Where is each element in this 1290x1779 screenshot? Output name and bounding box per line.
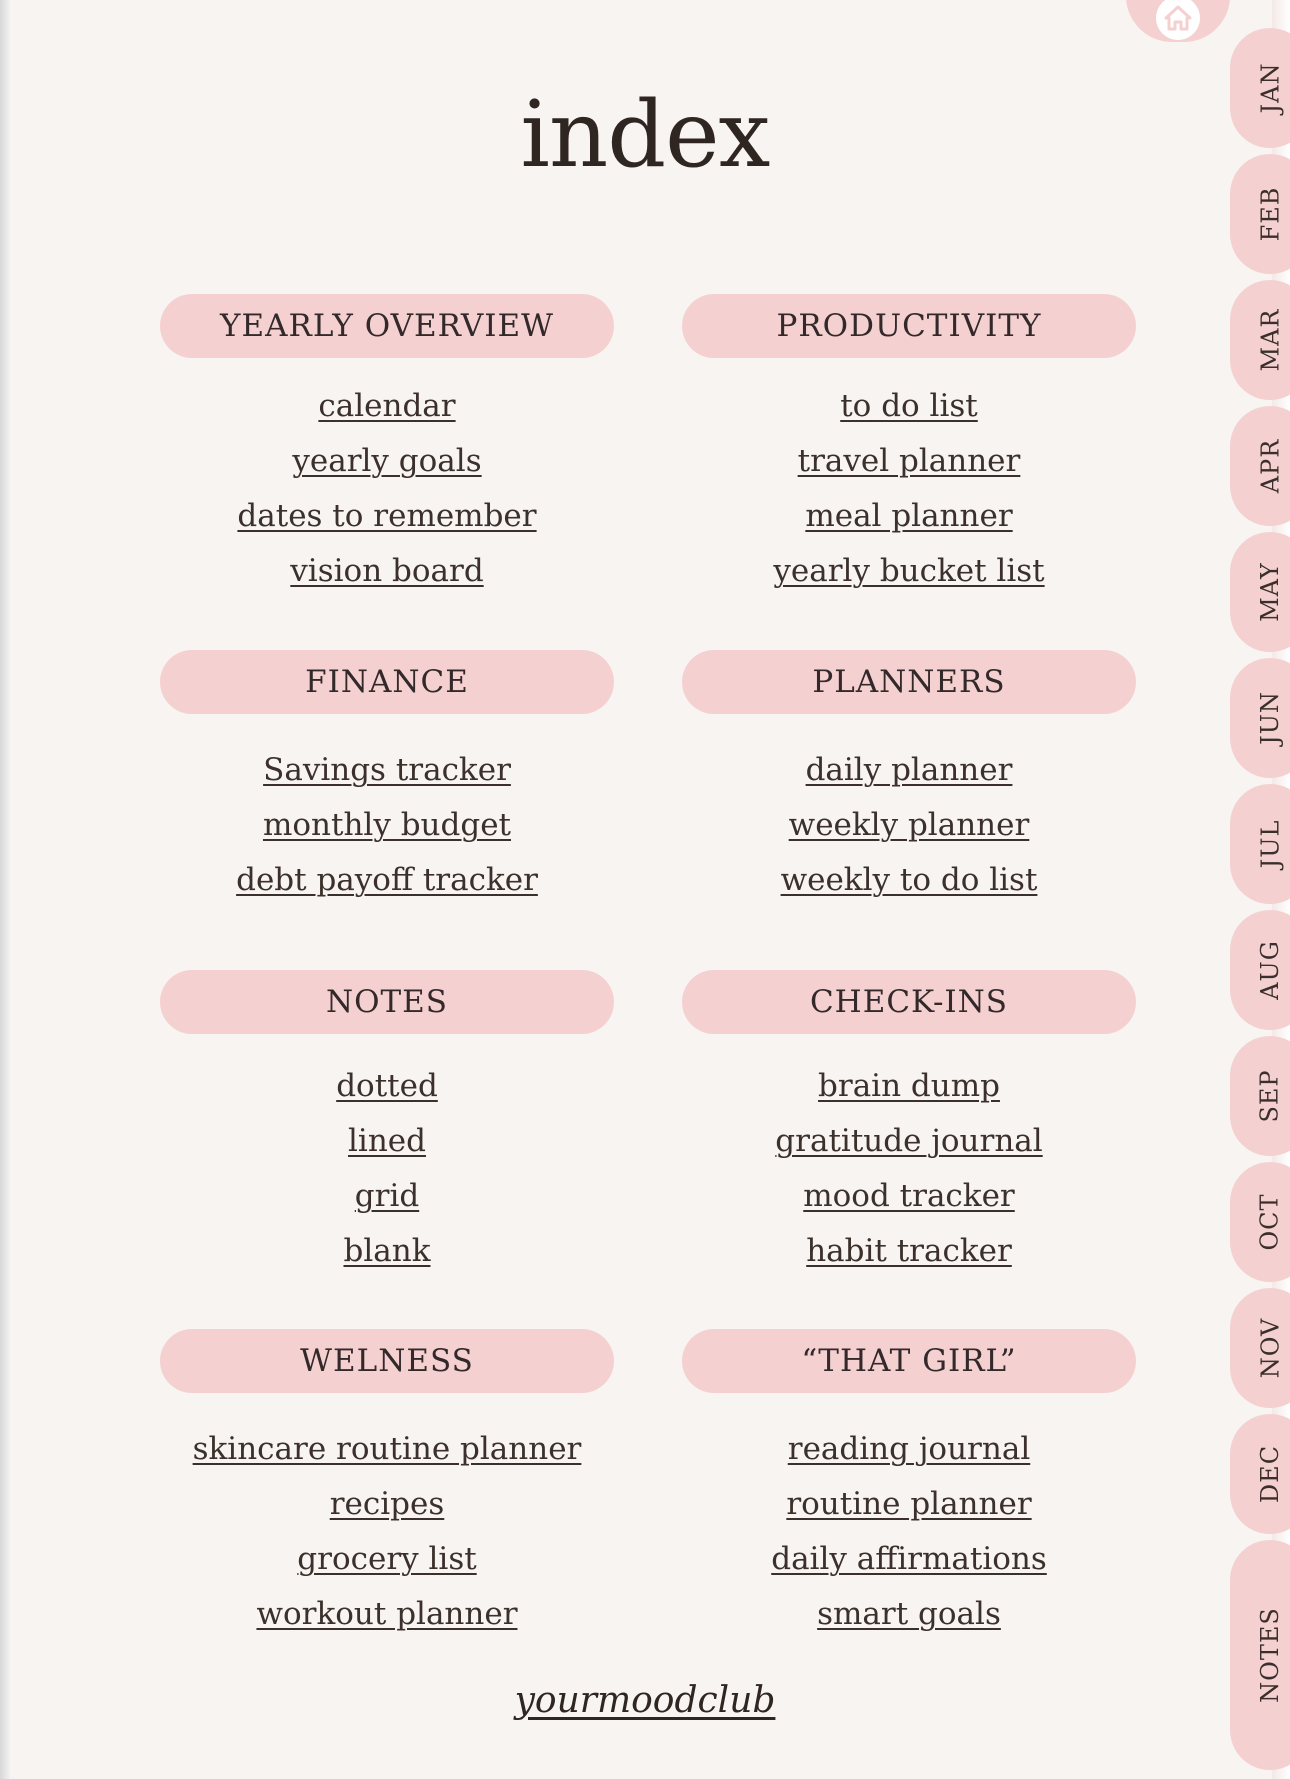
link-routine-planner[interactable]: routine planner	[786, 1486, 1032, 1522]
section-heading-notes: NOTES	[160, 970, 614, 1034]
link-blank[interactable]: blank	[343, 1233, 431, 1269]
link-lined[interactable]: lined	[348, 1123, 426, 1159]
link-recipes[interactable]: recipes	[329, 1486, 445, 1522]
link-debt-payoff-tracker[interactable]: debt payoff tracker	[236, 862, 538, 898]
tab-may[interactable]	[1230, 532, 1290, 652]
link-skincare-routine-planner[interactable]: skincare routine planner	[192, 1431, 582, 1467]
link-smart-goals[interactable]: smart goals	[817, 1596, 1001, 1632]
link-workout-planner[interactable]: workout planner	[256, 1596, 518, 1632]
section-heading-welness: WELNESS	[160, 1329, 614, 1393]
section-links-notes	[160, 1059, 614, 1279]
link-vision-board[interactable]: vision board	[290, 553, 484, 589]
link-grid[interactable]: grid	[354, 1178, 420, 1214]
tab-label: AUG	[1255, 940, 1284, 1000]
link-dotted[interactable]: dotted	[336, 1068, 438, 1104]
section-links-welness	[160, 1422, 614, 1642]
tab-nov[interactable]	[1230, 1288, 1290, 1408]
tab-mar[interactable]	[1230, 280, 1290, 400]
link-brain-dump[interactable]: brain dump	[818, 1068, 1000, 1104]
link-weekly-planner[interactable]: weekly planner	[788, 807, 1030, 843]
section-heading-yearly-overview: YEARLY OVERVIEW	[160, 294, 614, 358]
section-heading-planners: PLANNERS	[682, 650, 1136, 714]
link-savings-tracker[interactable]: Savings tracker	[263, 752, 511, 788]
page-left-edge	[0, 0, 10, 1779]
link-weekly-to-do-list[interactable]: weekly to do list	[780, 862, 1038, 898]
link-mood-tracker[interactable]: mood tracker	[803, 1178, 1015, 1214]
tab-label: MAY	[1256, 562, 1284, 622]
tab-dec[interactable]	[1230, 1414, 1290, 1534]
link-travel-planner[interactable]: travel planner	[797, 443, 1021, 479]
section-links-check-ins	[682, 1059, 1136, 1279]
tab-label: OCT	[1255, 1193, 1284, 1251]
tab-apr[interactable]	[1230, 406, 1290, 526]
tab-label: NOTES	[1256, 1607, 1284, 1703]
section-heading-check-ins: CHECK-INS	[682, 970, 1136, 1034]
section-links-planners	[682, 743, 1136, 908]
tab-label: FEB	[1256, 186, 1284, 242]
tab-notes[interactable]	[1230, 1540, 1290, 1770]
link-meal-planner[interactable]: meal planner	[805, 498, 1013, 534]
link-calendar[interactable]: calendar	[318, 388, 456, 424]
tab-label: MAR	[1255, 308, 1284, 372]
link-daily-planner[interactable]: daily planner	[805, 752, 1013, 788]
link-grocery-list[interactable]: grocery list	[297, 1541, 477, 1577]
link-reading-journal[interactable]: reading journal	[787, 1431, 1031, 1467]
tab-jun[interactable]	[1230, 658, 1290, 778]
tab-aug[interactable]	[1230, 910, 1290, 1030]
tab-label: JAN	[1255, 62, 1284, 114]
section-links-that-girl	[682, 1422, 1136, 1642]
link-monthly-budget[interactable]: monthly budget	[262, 807, 512, 843]
tab-label: JUN	[1255, 691, 1284, 745]
section-heading-that-girl: “THAT GIRL”	[682, 1329, 1136, 1393]
link-gratitude-journal[interactable]: gratitude journal	[775, 1123, 1043, 1159]
section-links-finance	[160, 743, 614, 908]
link-habit-tracker[interactable]: habit tracker	[806, 1233, 1012, 1269]
link-daily-affirmations[interactable]: daily affirmations	[771, 1541, 1047, 1577]
tab-sep[interactable]	[1230, 1036, 1290, 1156]
tab-label: SEP	[1255, 1069, 1284, 1123]
section-links-yearly-overview	[160, 379, 614, 599]
tab-oct[interactable]	[1230, 1162, 1290, 1282]
tab-jul[interactable]	[1230, 784, 1290, 904]
section-links-productivity	[682, 379, 1136, 599]
tab-label: NOV	[1256, 1317, 1284, 1379]
home-icon[interactable]	[1156, 0, 1200, 40]
section-heading-finance: FINANCE	[160, 650, 614, 714]
link-yearly-bucket-list[interactable]: yearly bucket list	[773, 553, 1045, 589]
section-heading-productivity: PRODUCTIVITY	[682, 294, 1136, 358]
page-title: index	[520, 81, 770, 188]
tab-label: JUL	[1255, 819, 1284, 869]
link-yearly-goals[interactable]: yearly goals	[292, 443, 482, 479]
tab-label: DEC	[1256, 1444, 1284, 1504]
brand-footer-link[interactable]: yourmoodclub	[514, 1680, 776, 1721]
link-to-do-list[interactable]: to do list	[840, 388, 978, 424]
link-dates-to-remember[interactable]: dates to remember	[237, 498, 537, 534]
tab-label: APR	[1256, 438, 1284, 494]
